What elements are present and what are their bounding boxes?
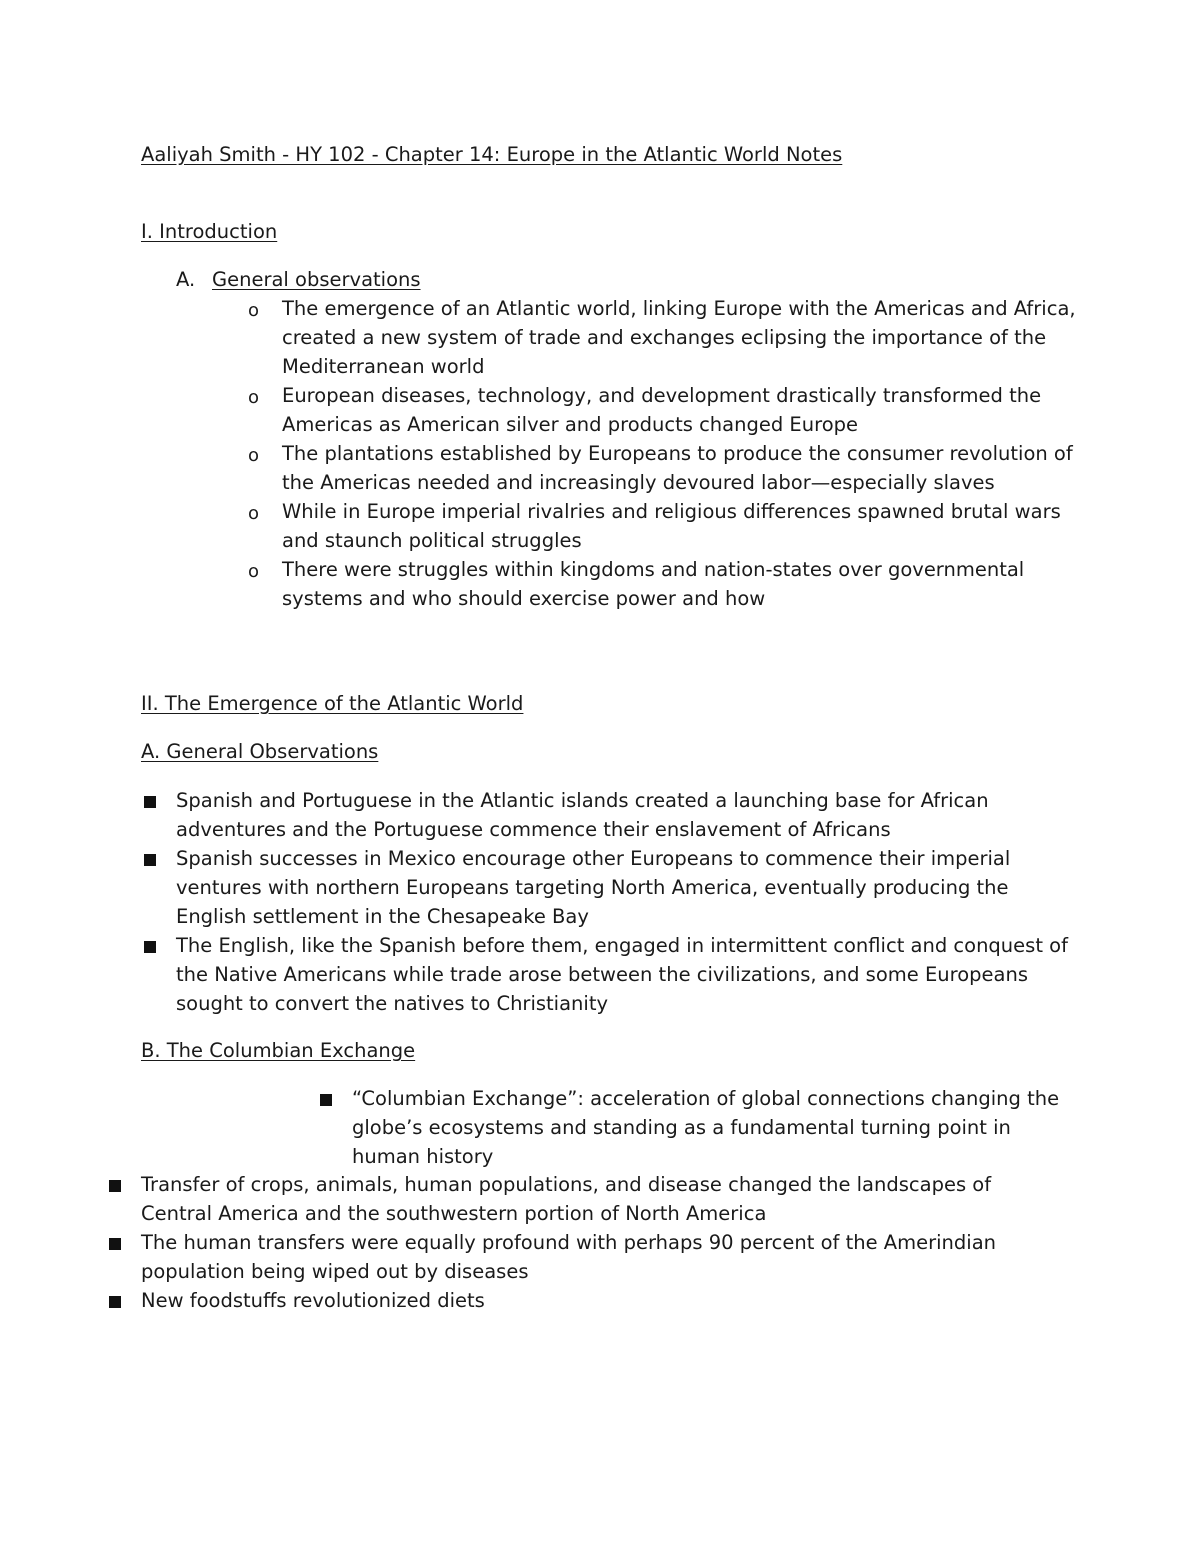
list-item-text: There were struggles within kingdoms and nation-states over governmental systems and who should exercise power and how [282, 558, 1025, 610]
list-item [246, 497, 1076, 555]
list-item [141, 844, 1071, 931]
list-item [246, 381, 1076, 439]
list-item [106, 1170, 1066, 1228]
square-bullet-icon [109, 1238, 121, 1250]
list-item [246, 294, 1076, 381]
document-title: Aaliyah Smith - HY 102 - Chapter 14: Europe in the Atlantic World Notes [141, 143, 843, 166]
list-item [106, 1228, 1066, 1286]
list-item-text: The human transfers were equally profound with perhaps 90 percent of the Amerindian population being wiped out by diseases [141, 1231, 997, 1283]
list-item [106, 1286, 1066, 1315]
list-item-text: Transfer of crops, animals, human populations, and disease changed the landscapes of Central America and the southwestern portion of North America [141, 1173, 992, 1225]
list-item-text: Spanish successes in Mexico encourage other Europeans to commence their imperial ventures with northern Europeans targeting North America, eventually producing the English settlement in the Chesapeake Bay [176, 847, 1011, 928]
list-item [141, 786, 1071, 844]
list-item-text: While in Europe imperial rivalries and religious differences spawned brutal wars and staunch political struggles [282, 500, 1061, 552]
square-bullet-icon [320, 1094, 332, 1106]
list-item-text: The plantations established by Europeans to produce the consumer revolution of the Americas needed and increasingly devoured labor—especially slaves [282, 442, 1073, 494]
circle-bullet-icon: o [248, 300, 260, 321]
section-1-heading: I. Introduction [141, 220, 278, 243]
section-2a-heading: A. General Observations [141, 740, 379, 763]
section-2a-list [141, 786, 1071, 1018]
square-bullet-icon [144, 854, 156, 866]
section-1a-heading: General observations [212, 268, 421, 291]
list-item-text: Spanish and Portuguese in the Atlantic islands created a launching base for African adventures and the Portuguese commence their enslavement of Africans [176, 789, 989, 841]
list-item [246, 439, 1076, 497]
list-item [246, 555, 1076, 613]
circle-bullet-icon: o [248, 503, 260, 524]
section-1a-label: A. [176, 268, 196, 291]
list-item-text: The emergence of an Atlantic world, linking Europe with the Americas and Africa, created a new system of trade and exchanges eclipsing the importance of the Mediterranean world [282, 297, 1076, 378]
section-2b-heading: B. The Columbian Exchange [141, 1039, 416, 1062]
square-bullet-icon [144, 941, 156, 953]
square-bullet-icon [109, 1180, 121, 1192]
section-2-heading: II. The Emergence of the Atlantic World [141, 692, 524, 715]
square-bullet-icon [144, 796, 156, 808]
circle-bullet-icon: o [248, 561, 260, 582]
list-item-text: New foodstuffs revolutionized diets [141, 1289, 485, 1312]
list-item-text: European diseases, technology, and development drastically transformed the Americas as American silver and products changed Europe [282, 384, 1042, 436]
section-2b-indented-list [317, 1084, 1077, 1171]
list-item-text: The English, like the Spanish before them, engaged in intermittent conflict and conquest of the Native Americans while trade arose between the civilizations, and some Europeans sought to convert the natives to Christianity [176, 934, 1068, 1015]
section-1a-heading-row [176, 265, 421, 294]
list-item-text: “Columbian Exchange”: acceleration of global connections changing the globe’s ecosystems and standing as a fundamental turning point in human history [352, 1087, 1060, 1168]
section-2b-outdented-list [106, 1170, 1066, 1315]
list-item [317, 1084, 1077, 1171]
list-item [141, 931, 1071, 1018]
circle-bullet-icon: o [248, 387, 260, 408]
circle-bullet-icon: o [248, 445, 260, 466]
square-bullet-icon [109, 1296, 121, 1308]
section-1a-list [246, 294, 1076, 613]
